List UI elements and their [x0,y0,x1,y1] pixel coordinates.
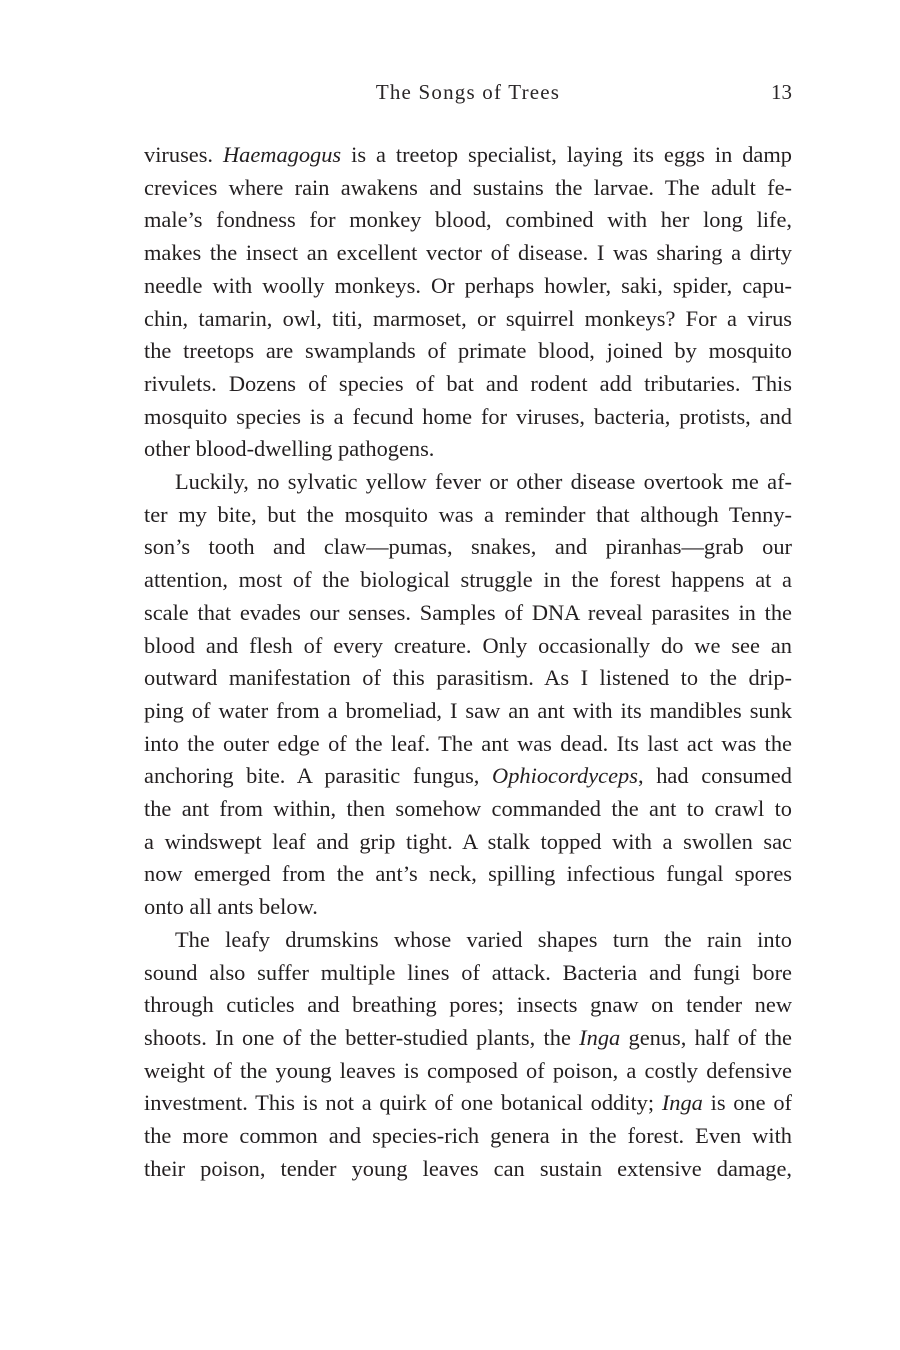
text-line [144,564,792,597]
text-line [144,695,792,728]
text-run: outward manifestation of this parasitism. As I listened to the drip- [144,665,792,691]
text-run: is a treetop specialist, laying its eggs in damp [341,142,792,167]
paragraph [144,924,792,1186]
text-line [144,335,792,368]
running-title: The Songs of Trees [375,80,561,104]
text-run: weight of the young leaves is composed of poison, a costly defensive [144,1057,792,1083]
text-line [144,1022,792,1055]
text-run: through cuticles and breathing pores; insects gnaw on tender new [144,992,792,1018]
text-run: attention, most of the biological struggle in the forest happens at a [144,567,792,593]
italic-term: Haemagogus [222,142,342,167]
text-line [144,139,792,172]
text-run: shoots. In one of the better-studied plants, the [144,1024,580,1050]
text-line [144,433,792,466]
text-line [144,662,792,695]
text-run: needle with woolly monkeys. Or perhaps howler, saki, spider, capu- [144,272,792,298]
text-line [144,924,792,957]
text-line [144,1153,792,1186]
text-line [144,858,792,891]
text-run: male’s fondness for monkey blood, combined with her long life, [144,207,792,233]
text-line [144,368,792,401]
text-run: chin, tamarin, owl, titi, marmoset, or squirrel monkeys? For a virus [144,305,792,331]
text-run: is one of [702,1090,792,1116]
text-line [144,466,792,499]
body-text [144,139,792,1186]
text-run: anchoring bite. A parasitic fungus, [144,763,493,789]
italic-term: Ophiocordyceps [492,763,638,789]
text-run: mosquito species is a fecund home for viruses, bacteria, protists, and [144,403,792,429]
text-line [144,957,792,990]
text-line [144,760,792,793]
text-run: sound also suffer multiple lines of attack. Bacteria and fungi bore [144,959,792,985]
text-run: the more common and species-rich genera in the forest. Even with [144,1123,792,1149]
text-run: ping of water from a bromeliad, I saw an ant with its mandibles sunk [144,697,792,723]
text-run: onto all ants below. [144,894,318,920]
text-line [144,1055,792,1088]
text-run: crevices where rain awakens and sustains the larvae. The adult fe- [144,174,792,200]
text-run: now emerged from the ant’s neck, spilling infectious fungal spores [144,861,792,887]
text-run: rivulets. Dozens of species of bat and rodent add tributaries. This [144,370,792,396]
text-line [144,1120,792,1153]
text-run: into the outer edge of the leaf. The ant was dead. Its last act was the [144,730,792,756]
text-line [144,630,792,663]
text-line [144,597,792,630]
italic-term: Inga [579,1024,621,1050]
italic-term: Inga [661,1090,703,1116]
page-number: 13 [771,80,792,104]
running-head [144,80,792,110]
text-line [144,989,792,1022]
text-run: , had consumed [637,763,792,789]
text-run: viruses. [144,142,223,167]
text-line [144,270,792,303]
text-line [144,499,792,532]
text-run: other blood-dwelling pathogens. [144,436,435,462]
text-run: their poison, tender young leaves can sustain extensive damage, [144,1155,792,1181]
text-run: Luckily, no sylvatic yellow fever or other disease overtook me af- [175,469,792,495]
text-line [144,891,792,924]
text-run: son’s tooth and claw—pumas, snakes, and piranhas—grab our [144,534,792,560]
text-line [144,826,792,859]
text-run: investment. This is not a quirk of one botanical oddity; [144,1090,662,1116]
text-line [144,172,792,205]
text-line [144,204,792,237]
text-run: the treetops are swamplands of primate blood, joined by mosquito [144,338,792,364]
paragraph [144,139,792,466]
text-line [144,531,792,564]
paragraph [144,466,792,924]
text-run: blood and flesh of every creature. Only occasionally do we see an [144,632,792,658]
text-run: the ant from within, then somehow commanded the ant to crawl to [144,796,792,822]
text-run: scale that evades our senses. Samples of DNA reveal parasites in the [144,599,792,625]
text-line [144,303,792,336]
text-run: ter my bite, but the mosquito was a reminder that although Tenny- [144,501,792,527]
text-run: makes the insect an excellent vector of disease. I was sharing a dirty [144,240,792,266]
text-line [144,1087,792,1120]
text-line [144,237,792,270]
text-line [144,401,792,434]
text-run: genus, half of the [620,1024,792,1050]
text-run: a windswept leaf and grip tight. A stalk topped with a swollen sac [144,828,792,854]
text-line [144,793,792,826]
text-run: The leafy drumskins whose varied shapes turn the rain into [175,926,792,952]
text-line [144,728,792,761]
